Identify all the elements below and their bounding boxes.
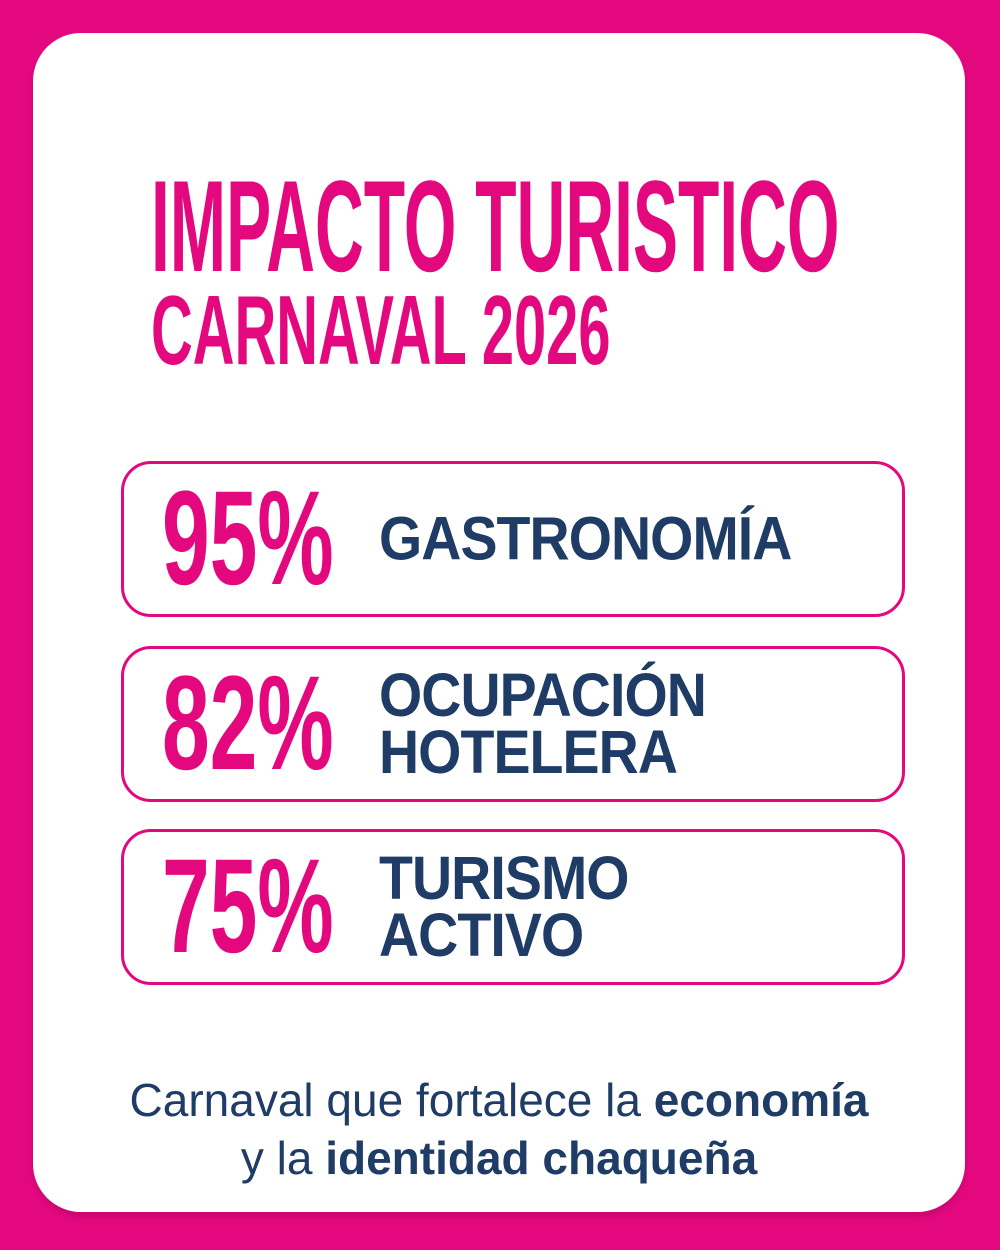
stat-card-ocupacion-hotelera [121,646,905,802]
footer-caption-line2 [33,1129,965,1187]
footer-bold-text: identidad chaqueña [325,1132,758,1184]
stat-card-turismo-activo [121,829,905,985]
footer-caption [33,1071,965,1187]
stat-value: 75% [162,832,334,981]
stat-label-line2: HOTELERA [379,718,678,786]
stat-card-gastronomia [121,461,905,617]
stat-value: 82% [162,649,334,798]
stat-label-line2: ACTIVO [379,901,584,969]
stat-label-line1: GASTRONOMÍA [379,504,792,573]
footer-regular-text: y la [240,1132,326,1184]
stat-label [379,504,792,573]
page-subtitle: CARNAVAL 2026 [151,275,611,385]
stat-label [379,844,629,969]
stat-label-line1: TURISMO [379,844,629,912]
stat-value: 95% [162,464,334,613]
poster-card [33,33,965,1212]
footer-bold-text: economía [653,1074,869,1126]
stat-label-line1: OCUPACIÓN [379,661,706,729]
footer-regular-text: Carnaval que fortalece la [129,1074,654,1126]
page-title: IMPACTO TURISTICO [151,153,840,299]
footer-caption-line1 [33,1071,965,1129]
stat-label [379,661,706,786]
